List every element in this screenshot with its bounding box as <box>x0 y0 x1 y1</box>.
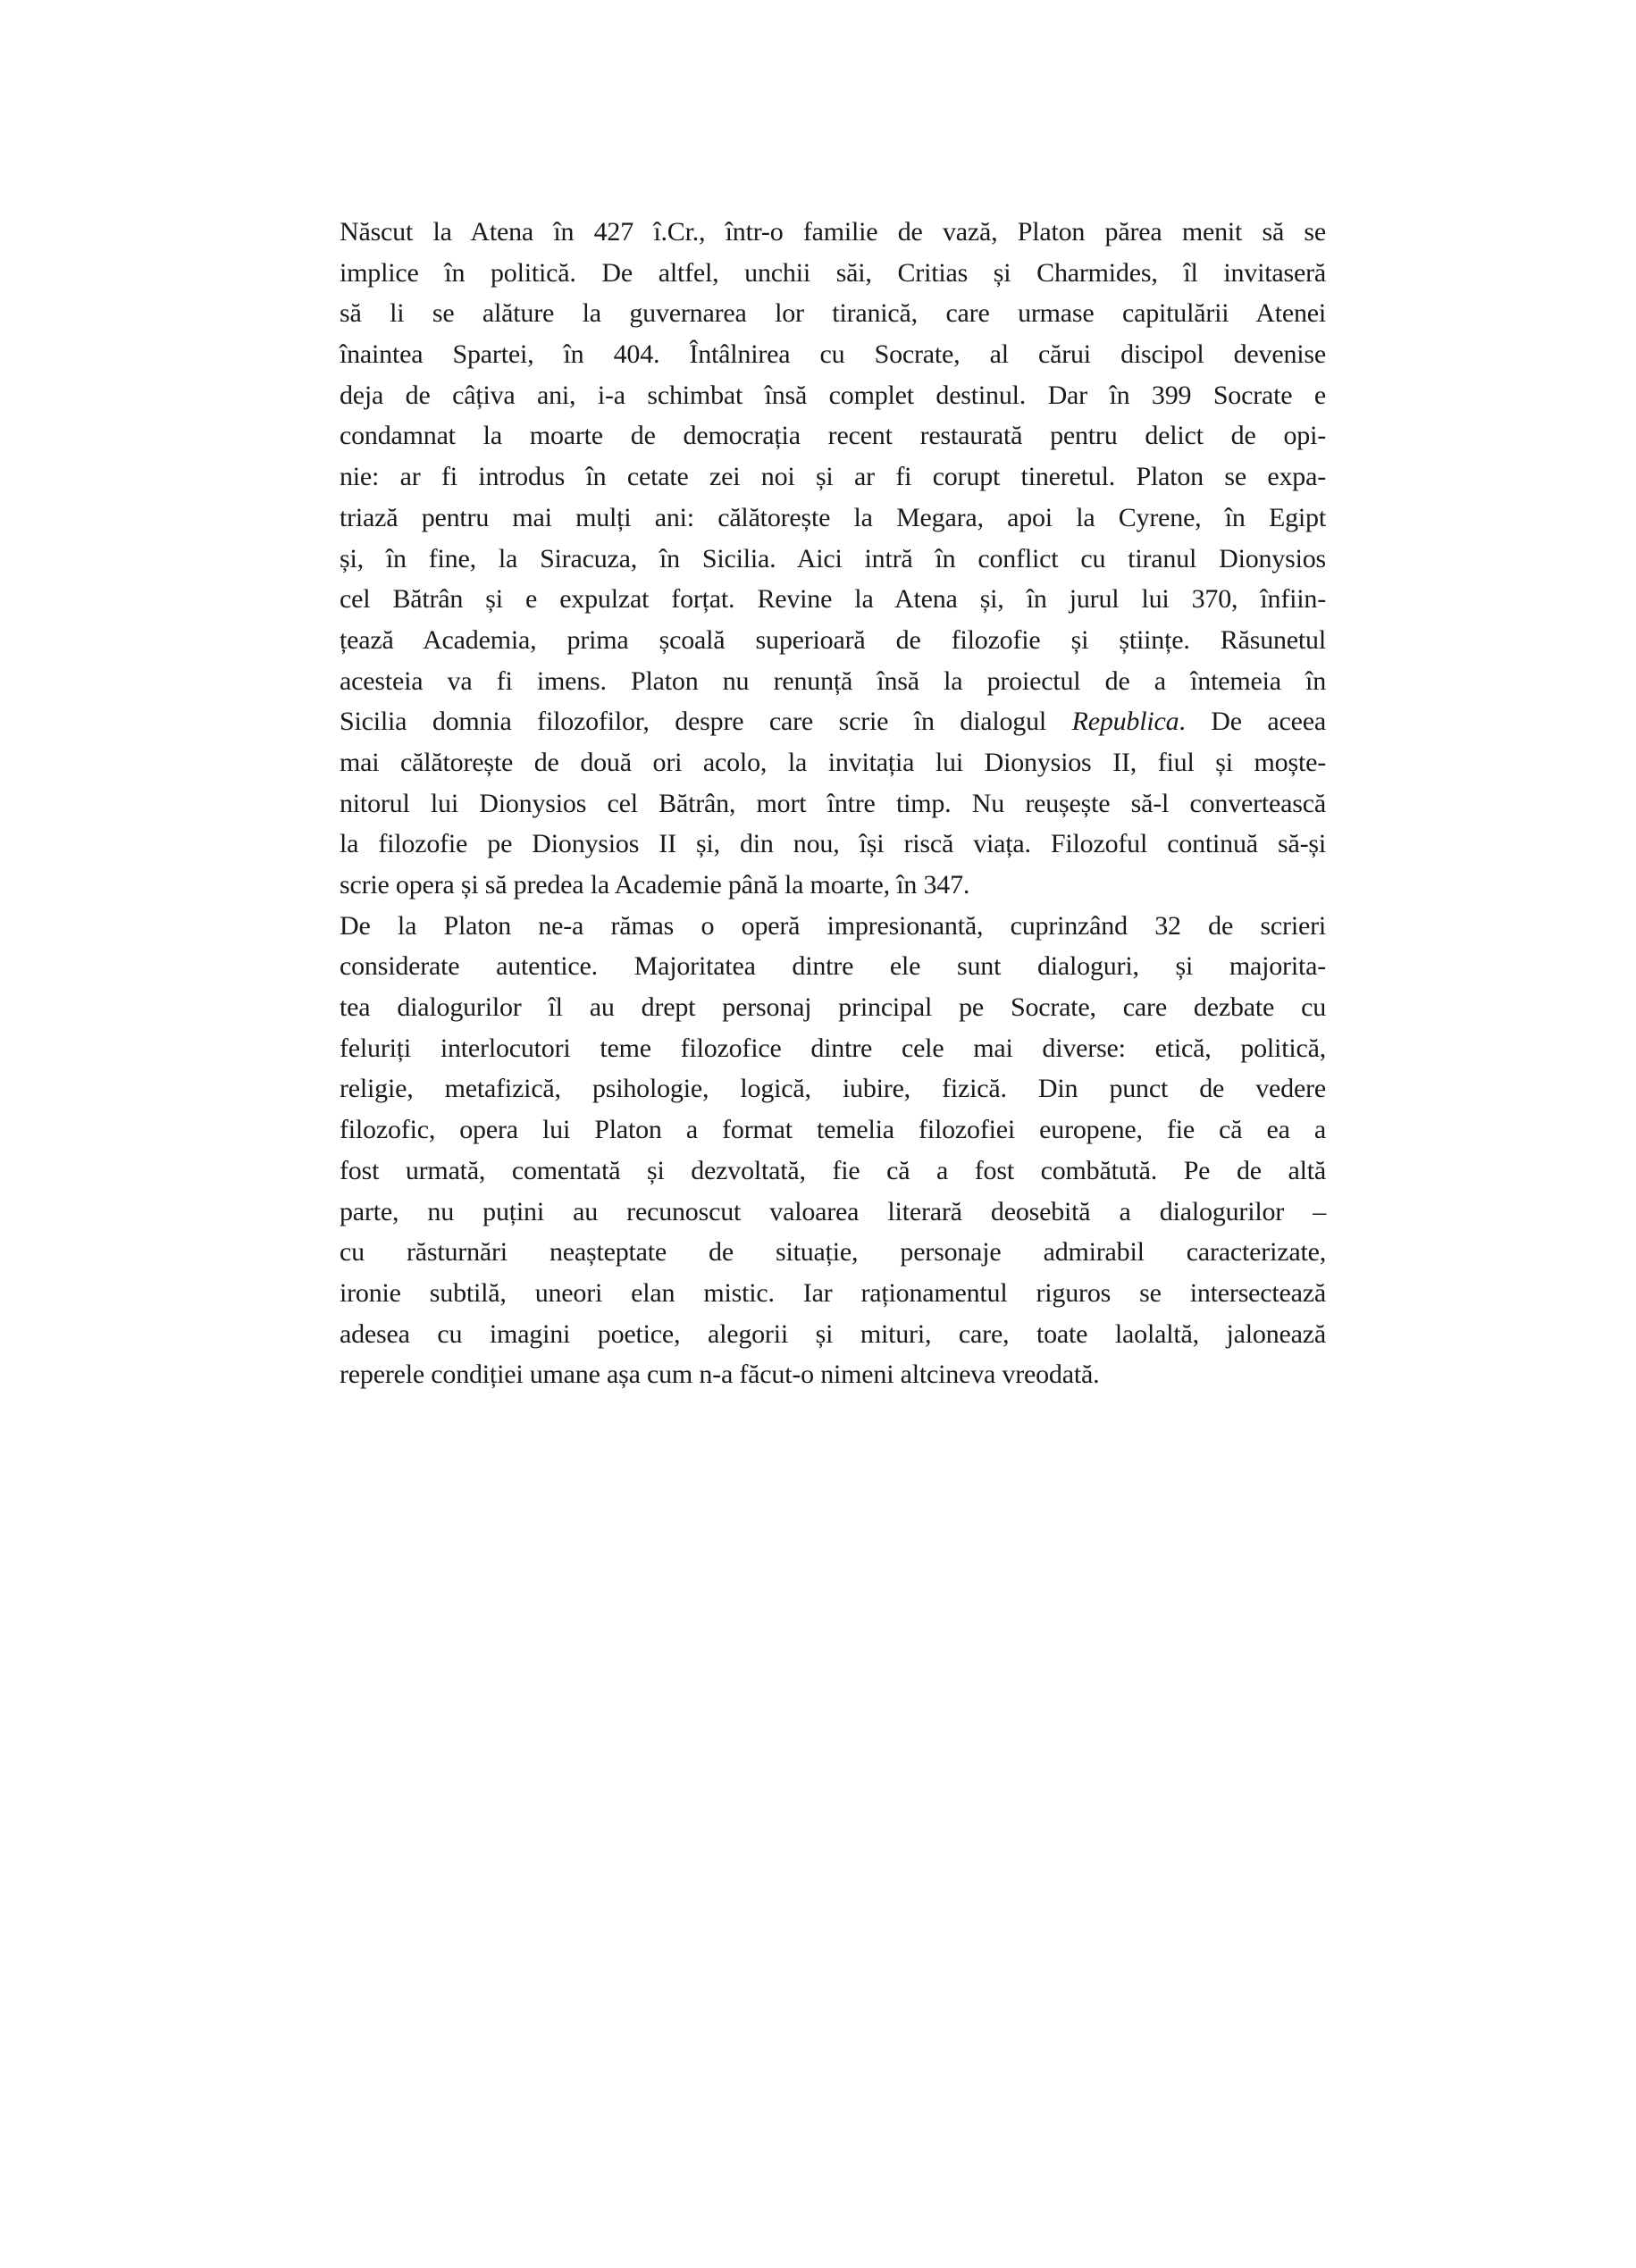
text-line: cel Bătrân și e expulzat forțat. Revine la Atena și, în jurul lui 370, înfiin- <box>340 584 1326 615</box>
text-line: fost urmată, comentată și dezvoltată, fie că a fost combătută. Pe de altă <box>340 1155 1326 1185</box>
text-line: implice în politică. De altfel, unchii săi, Critias și Charmides, îl invitaseră <box>340 257 1326 288</box>
text-line: Sicilia domnia filozofilor, despre care scrie în dialogul Republica. De aceea <box>340 707 1327 737</box>
text-line: acesteia va fi imens. Platon nu renunță însă la proiectul de a întemeia în <box>340 665 1326 696</box>
text-line: De la Platon ne-a rămas o operă impresionantă, cuprinzând 32 de scrieri <box>340 910 1326 941</box>
text-line: cu răsturnări neașteptate de situație, personaje admirabil caracterizate, <box>340 1237 1326 1268</box>
text-line: deja de câțiva ani, i-a schimbat însă complet destinul. Dar în 399 Socrate e <box>340 380 1326 410</box>
text-line: la filozofie pe Dionysios II și, din nou, își riscă viața. Filozoful continuă să-și <box>340 829 1326 859</box>
paragraph <box>340 906 1326 1395</box>
text-line: scrie opera și să predea la Academie până la moarte, în 347. <box>340 870 970 900</box>
text-line: parte, nu puțini au recunoscut valoarea literară deosebită a dialogurilor – <box>340 1196 1326 1226</box>
text-line: ironie subtilă, uneori elan mistic. Iar raționamentul riguros se intersectează <box>340 1277 1326 1308</box>
text-line: considerate autentice. Majoritatea dintre ele sunt dialoguri, și majorita- <box>340 951 1326 982</box>
text-line: mai călătorește de două ori acolo, la invitația lui Dionysios II, fiul și moște- <box>340 747 1326 777</box>
italic-title: Republica <box>1071 707 1179 737</box>
text-line: filozofic, opera lui Platon a format temelia filozofiei europene, fie că ea a <box>340 1115 1326 1145</box>
text-block <box>340 212 1326 1395</box>
text-line: și, în fine, la Siracuza, în Sicilia. Aici intră în conflict cu tiranul Dionysios <box>340 543 1326 573</box>
text-line: religie, metafizică, psihologie, logică, iubire, fizică. Din punct de vedere <box>340 1074 1326 1104</box>
text-line: nie: ar fi introdus în cetate zei noi și ar fi corupt tineretul. Platon se expa- <box>340 462 1326 492</box>
text-line: nitorul lui Dionysios cel Bătrân, mort între timp. Nu reușește să-l convertească <box>340 788 1326 818</box>
text-line: condamnat la moarte de democrația recent restaurată pentru delict de opi- <box>340 421 1326 451</box>
text-line: țează Academia, prima școală superioară de filozofie și științe. Răsunetul <box>340 624 1326 655</box>
text-line: adesea cu imagini poetice, alegorii și mituri, care, toate laolaltă, jalonează <box>340 1318 1326 1349</box>
text-line: să li se alăture la guvernarea lor tiranică, care urmase capitulării Atenei <box>340 298 1326 329</box>
text-line: feluriți interlocutori teme filozofice dintre cele mai diverse: etică, politică, <box>340 1033 1326 1063</box>
text-line: Născut la Atena în 427 î.Cr., într-o familie de vază, Platon părea menit să se <box>340 217 1326 247</box>
text-line: reperele condiției umane așa cum n-a făcut-o nimeni altcineva vreodată. <box>340 1360 1100 1390</box>
text-line: înaintea Spartei, în 404. Întâlnirea cu Socrate, al cărui discipol devenise <box>340 339 1326 370</box>
text-line: triază pentru mai mulți ani: călătorește la Megara, apoi la Cyrene, în Egipt <box>340 502 1326 532</box>
paragraph <box>340 212 1326 906</box>
text-line: tea dialogurilor îl au drept personaj principal pe Socrate, care dezbate cu <box>340 992 1326 1023</box>
